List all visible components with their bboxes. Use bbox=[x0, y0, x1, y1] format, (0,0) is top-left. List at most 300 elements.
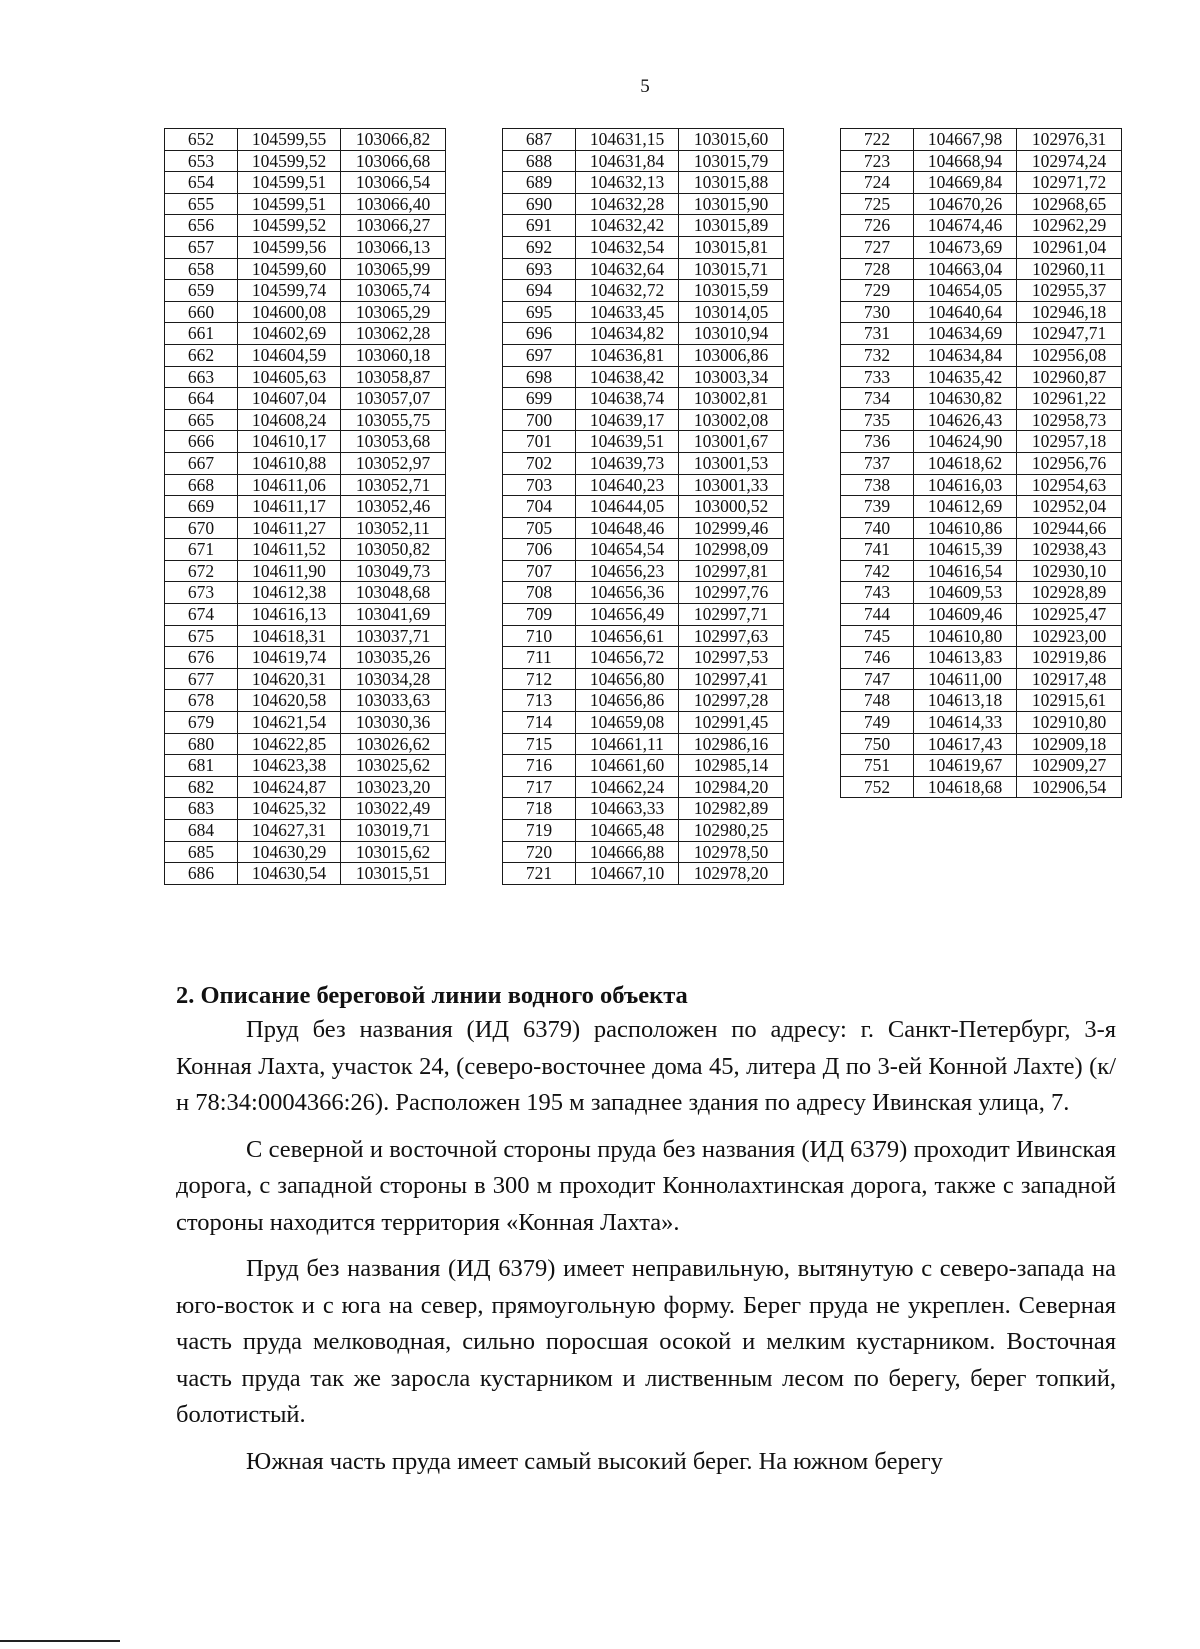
table-row bbox=[503, 172, 784, 194]
point-number-cell: 733 bbox=[841, 366, 914, 388]
table-row bbox=[165, 539, 446, 561]
x-coordinate-cell: 104639,51 bbox=[576, 431, 679, 453]
point-number-cell: 734 bbox=[841, 388, 914, 410]
point-number-cell: 682 bbox=[165, 776, 238, 798]
x-coordinate-cell: 104656,49 bbox=[576, 604, 679, 626]
x-coordinate-cell: 104616,54 bbox=[914, 560, 1017, 582]
y-coordinate-cell: 102978,20 bbox=[679, 863, 784, 885]
point-number-cell: 658 bbox=[165, 258, 238, 280]
point-number-cell: 663 bbox=[165, 366, 238, 388]
x-coordinate-cell: 104617,43 bbox=[914, 733, 1017, 755]
x-coordinate-cell: 104599,52 bbox=[238, 150, 341, 172]
point-number-cell: 654 bbox=[165, 172, 238, 194]
x-coordinate-cell: 104618,68 bbox=[914, 776, 1017, 798]
point-number-cell: 694 bbox=[503, 280, 576, 302]
y-coordinate-cell: 103025,62 bbox=[341, 755, 446, 777]
x-coordinate-cell: 104599,56 bbox=[238, 236, 341, 258]
x-coordinate-cell: 104599,51 bbox=[238, 172, 341, 194]
point-number-cell: 727 bbox=[841, 236, 914, 258]
point-number-cell: 679 bbox=[165, 712, 238, 734]
x-coordinate-cell: 104618,31 bbox=[238, 625, 341, 647]
point-number-cell: 653 bbox=[165, 150, 238, 172]
table-row bbox=[503, 409, 784, 431]
table-row bbox=[503, 129, 784, 151]
x-coordinate-cell: 104638,42 bbox=[576, 366, 679, 388]
y-coordinate-cell: 103066,54 bbox=[341, 172, 446, 194]
x-coordinate-cell: 104599,51 bbox=[238, 193, 341, 215]
y-coordinate-cell: 103006,86 bbox=[679, 344, 784, 366]
x-coordinate-cell: 104607,04 bbox=[238, 388, 341, 410]
y-coordinate-cell: 103052,11 bbox=[341, 517, 446, 539]
x-coordinate-cell: 104640,23 bbox=[576, 474, 679, 496]
point-number-cell: 684 bbox=[165, 820, 238, 842]
x-coordinate-cell: 104612,69 bbox=[914, 496, 1017, 518]
point-number-cell: 676 bbox=[165, 647, 238, 669]
x-coordinate-cell: 104611,06 bbox=[238, 474, 341, 496]
x-coordinate-cell: 104615,39 bbox=[914, 539, 1017, 561]
x-coordinate-cell: 104625,32 bbox=[238, 798, 341, 820]
x-coordinate-cell: 104614,33 bbox=[914, 712, 1017, 734]
y-coordinate-cell: 103015,89 bbox=[679, 215, 784, 237]
x-coordinate-cell: 104636,81 bbox=[576, 344, 679, 366]
x-coordinate-cell: 104599,52 bbox=[238, 215, 341, 237]
shoreline-description-section bbox=[176, 980, 1116, 1480]
table-row bbox=[841, 301, 1122, 323]
table-row bbox=[503, 776, 784, 798]
table-row bbox=[165, 323, 446, 345]
table-row bbox=[165, 668, 446, 690]
y-coordinate-cell: 103014,05 bbox=[679, 301, 784, 323]
x-coordinate-cell: 104611,17 bbox=[238, 496, 341, 518]
table-row bbox=[503, 604, 784, 626]
y-coordinate-cell: 103057,07 bbox=[341, 388, 446, 410]
point-number-cell: 747 bbox=[841, 668, 914, 690]
x-coordinate-cell: 104635,42 bbox=[914, 366, 1017, 388]
y-coordinate-cell: 102997,41 bbox=[679, 668, 784, 690]
table-row bbox=[841, 733, 1122, 755]
point-number-cell: 659 bbox=[165, 280, 238, 302]
x-coordinate-cell: 104667,10 bbox=[576, 863, 679, 885]
y-coordinate-cell: 103015,59 bbox=[679, 280, 784, 302]
coordinates-table-3 bbox=[840, 128, 1122, 798]
table-row bbox=[841, 690, 1122, 712]
y-coordinate-cell: 102968,65 bbox=[1017, 193, 1122, 215]
x-coordinate-cell: 104631,15 bbox=[576, 129, 679, 151]
table-row bbox=[503, 539, 784, 561]
x-coordinate-cell: 104632,54 bbox=[576, 236, 679, 258]
table-row bbox=[841, 625, 1122, 647]
table-row bbox=[165, 625, 446, 647]
table-row bbox=[841, 258, 1122, 280]
y-coordinate-cell: 103066,13 bbox=[341, 236, 446, 258]
point-number-cell: 716 bbox=[503, 755, 576, 777]
x-coordinate-cell: 104610,86 bbox=[914, 517, 1017, 539]
x-coordinate-cell: 104640,64 bbox=[914, 301, 1017, 323]
point-number-cell: 667 bbox=[165, 452, 238, 474]
table-row bbox=[503, 431, 784, 453]
point-number-cell: 669 bbox=[165, 496, 238, 518]
table-row bbox=[165, 193, 446, 215]
footer-rule bbox=[0, 1640, 120, 1642]
point-number-cell: 686 bbox=[165, 863, 238, 885]
y-coordinate-cell: 103052,97 bbox=[341, 452, 446, 474]
table-row bbox=[165, 474, 446, 496]
paragraph-south-shore: Южная часть пруда имеет самый высокий берег. На южном берегу bbox=[246, 1447, 943, 1475]
y-coordinate-cell: 102906,54 bbox=[1017, 776, 1122, 798]
x-coordinate-cell: 104631,84 bbox=[576, 150, 679, 172]
table-row bbox=[165, 517, 446, 539]
point-number-cell: 750 bbox=[841, 733, 914, 755]
x-coordinate-cell: 104609,46 bbox=[914, 604, 1017, 626]
y-coordinate-cell: 103015,62 bbox=[341, 841, 446, 863]
point-number-cell: 732 bbox=[841, 344, 914, 366]
table-row bbox=[165, 863, 446, 885]
table-row bbox=[165, 388, 446, 410]
table-row bbox=[165, 690, 446, 712]
y-coordinate-cell: 103065,99 bbox=[341, 258, 446, 280]
x-coordinate-cell: 104644,05 bbox=[576, 496, 679, 518]
table-row bbox=[503, 193, 784, 215]
y-coordinate-cell: 102946,18 bbox=[1017, 301, 1122, 323]
table-row bbox=[165, 712, 446, 734]
point-number-cell: 742 bbox=[841, 560, 914, 582]
point-number-cell: 744 bbox=[841, 604, 914, 626]
y-coordinate-cell: 103015,79 bbox=[679, 150, 784, 172]
point-number-cell: 728 bbox=[841, 258, 914, 280]
table-row bbox=[165, 733, 446, 755]
page-number: 5 bbox=[640, 76, 650, 97]
y-coordinate-cell: 103048,68 bbox=[341, 582, 446, 604]
x-coordinate-cell: 104619,74 bbox=[238, 647, 341, 669]
table-row bbox=[503, 625, 784, 647]
point-number-cell: 708 bbox=[503, 582, 576, 604]
x-coordinate-cell: 104656,36 bbox=[576, 582, 679, 604]
x-coordinate-cell: 104626,43 bbox=[914, 409, 1017, 431]
point-number-cell: 751 bbox=[841, 755, 914, 777]
table-row bbox=[165, 496, 446, 518]
x-coordinate-cell: 104630,54 bbox=[238, 863, 341, 885]
x-coordinate-cell: 104648,46 bbox=[576, 517, 679, 539]
y-coordinate-cell: 103060,18 bbox=[341, 344, 446, 366]
table-row bbox=[841, 604, 1122, 626]
point-number-cell: 703 bbox=[503, 474, 576, 496]
point-number-cell: 704 bbox=[503, 496, 576, 518]
y-coordinate-cell: 103002,81 bbox=[679, 388, 784, 410]
table-row bbox=[841, 431, 1122, 453]
point-number-cell: 710 bbox=[503, 625, 576, 647]
table-row bbox=[841, 452, 1122, 474]
y-coordinate-cell: 103065,74 bbox=[341, 280, 446, 302]
point-number-cell: 735 bbox=[841, 409, 914, 431]
point-number-cell: 731 bbox=[841, 323, 914, 345]
y-coordinate-cell: 102997,63 bbox=[679, 625, 784, 647]
x-coordinate-cell: 104659,08 bbox=[576, 712, 679, 734]
point-number-cell: 705 bbox=[503, 517, 576, 539]
point-number-cell: 677 bbox=[165, 668, 238, 690]
table-row bbox=[503, 841, 784, 863]
table-row bbox=[165, 647, 446, 669]
y-coordinate-cell: 103034,28 bbox=[341, 668, 446, 690]
table-row bbox=[503, 690, 784, 712]
x-coordinate-cell: 104661,60 bbox=[576, 755, 679, 777]
y-coordinate-cell: 103000,52 bbox=[679, 496, 784, 518]
y-coordinate-cell: 103015,71 bbox=[679, 258, 784, 280]
point-number-cell: 693 bbox=[503, 258, 576, 280]
y-coordinate-cell: 103052,46 bbox=[341, 496, 446, 518]
y-coordinate-cell: 103055,75 bbox=[341, 409, 446, 431]
y-coordinate-cell: 102958,73 bbox=[1017, 409, 1122, 431]
table-row bbox=[165, 236, 446, 258]
x-coordinate-cell: 104611,52 bbox=[238, 539, 341, 561]
table-row bbox=[503, 712, 784, 734]
y-coordinate-cell: 103010,94 bbox=[679, 323, 784, 345]
x-coordinate-cell: 104616,03 bbox=[914, 474, 1017, 496]
y-coordinate-cell: 102919,86 bbox=[1017, 647, 1122, 669]
point-number-cell: 672 bbox=[165, 560, 238, 582]
y-coordinate-cell: 102960,11 bbox=[1017, 258, 1122, 280]
x-coordinate-cell: 104610,17 bbox=[238, 431, 341, 453]
y-coordinate-cell: 103019,71 bbox=[341, 820, 446, 842]
point-number-cell: 720 bbox=[503, 841, 576, 863]
y-coordinate-cell: 102962,29 bbox=[1017, 215, 1122, 237]
point-number-cell: 698 bbox=[503, 366, 576, 388]
table-row bbox=[165, 776, 446, 798]
y-coordinate-cell: 102991,45 bbox=[679, 712, 784, 734]
point-number-cell: 743 bbox=[841, 582, 914, 604]
y-coordinate-cell: 103049,73 bbox=[341, 560, 446, 582]
x-coordinate-cell: 104621,54 bbox=[238, 712, 341, 734]
table-row bbox=[503, 863, 784, 885]
point-number-cell: 678 bbox=[165, 690, 238, 712]
table-row bbox=[503, 301, 784, 323]
x-coordinate-cell: 104620,58 bbox=[238, 690, 341, 712]
point-number-cell: 719 bbox=[503, 820, 576, 842]
y-coordinate-cell: 102997,76 bbox=[679, 582, 784, 604]
y-coordinate-cell: 102998,09 bbox=[679, 539, 784, 561]
x-coordinate-cell: 104611,27 bbox=[238, 517, 341, 539]
table-row bbox=[165, 560, 446, 582]
y-coordinate-cell: 102956,76 bbox=[1017, 452, 1122, 474]
paragraph-shape: Пруд без названия (ИД 6379) имеет неправильную, вытянутую с северо-запада на юго-восток и с юга на север, прямоугольную форму. Берег пруда не укреплен. Северная часть пруда мелководная, сильно поросшая осокой и мелким кустарником. Восточная часть пруда так же заросла кустарником и лиственным лесом по берегу, берег топкий, болотистый. bbox=[176, 1255, 1116, 1428]
table-row bbox=[165, 409, 446, 431]
coordinates-table-2 bbox=[502, 128, 784, 885]
table-row bbox=[503, 215, 784, 237]
x-coordinate-cell: 104604,59 bbox=[238, 344, 341, 366]
x-coordinate-cell: 104622,85 bbox=[238, 733, 341, 755]
point-number-cell: 664 bbox=[165, 388, 238, 410]
point-number-cell: 696 bbox=[503, 323, 576, 345]
y-coordinate-cell: 102986,16 bbox=[679, 733, 784, 755]
point-number-cell: 670 bbox=[165, 517, 238, 539]
section-heading: 2. Описание береговой линии водного объекта bbox=[176, 982, 688, 1009]
x-coordinate-cell: 104654,05 bbox=[914, 280, 1017, 302]
y-coordinate-cell: 102999,46 bbox=[679, 517, 784, 539]
x-coordinate-cell: 104612,38 bbox=[238, 582, 341, 604]
x-coordinate-cell: 104609,53 bbox=[914, 582, 1017, 604]
y-coordinate-cell: 102984,20 bbox=[679, 776, 784, 798]
table-row bbox=[841, 366, 1122, 388]
y-coordinate-cell: 102923,00 bbox=[1017, 625, 1122, 647]
table-row bbox=[841, 388, 1122, 410]
y-coordinate-cell: 103015,88 bbox=[679, 172, 784, 194]
y-coordinate-cell: 103065,29 bbox=[341, 301, 446, 323]
y-coordinate-cell: 102952,04 bbox=[1017, 496, 1122, 518]
table-row bbox=[841, 344, 1122, 366]
table-row bbox=[165, 280, 446, 302]
point-number-cell: 690 bbox=[503, 193, 576, 215]
y-coordinate-cell: 103023,20 bbox=[341, 776, 446, 798]
y-coordinate-cell: 102928,89 bbox=[1017, 582, 1122, 604]
y-coordinate-cell: 103033,63 bbox=[341, 690, 446, 712]
y-coordinate-cell: 103022,49 bbox=[341, 798, 446, 820]
x-coordinate-cell: 104667,98 bbox=[914, 129, 1017, 151]
y-coordinate-cell: 103066,82 bbox=[341, 129, 446, 151]
point-number-cell: 707 bbox=[503, 560, 576, 582]
table-row bbox=[503, 582, 784, 604]
y-coordinate-cell: 103066,40 bbox=[341, 193, 446, 215]
table-row bbox=[165, 431, 446, 453]
table-row bbox=[165, 366, 446, 388]
y-coordinate-cell: 103035,26 bbox=[341, 647, 446, 669]
point-number-cell: 717 bbox=[503, 776, 576, 798]
point-number-cell: 695 bbox=[503, 301, 576, 323]
x-coordinate-cell: 104599,74 bbox=[238, 280, 341, 302]
table-row bbox=[841, 755, 1122, 777]
table-row bbox=[841, 712, 1122, 734]
point-number-cell: 722 bbox=[841, 129, 914, 151]
table-row bbox=[165, 820, 446, 842]
table-row bbox=[841, 582, 1122, 604]
y-coordinate-cell: 103001,67 bbox=[679, 431, 784, 453]
point-number-cell: 723 bbox=[841, 150, 914, 172]
table-row bbox=[841, 496, 1122, 518]
table-row bbox=[165, 150, 446, 172]
table-row bbox=[841, 215, 1122, 237]
x-coordinate-cell: 104656,86 bbox=[576, 690, 679, 712]
y-coordinate-cell: 103058,87 bbox=[341, 366, 446, 388]
point-number-cell: 737 bbox=[841, 452, 914, 474]
point-number-cell: 692 bbox=[503, 236, 576, 258]
x-coordinate-cell: 104602,69 bbox=[238, 323, 341, 345]
point-number-cell: 665 bbox=[165, 409, 238, 431]
table-row bbox=[165, 258, 446, 280]
y-coordinate-cell: 103050,82 bbox=[341, 539, 446, 561]
y-coordinate-cell: 102976,31 bbox=[1017, 129, 1122, 151]
table-row bbox=[841, 647, 1122, 669]
x-coordinate-cell: 104656,61 bbox=[576, 625, 679, 647]
x-coordinate-cell: 104632,42 bbox=[576, 215, 679, 237]
point-number-cell: 697 bbox=[503, 344, 576, 366]
table-row bbox=[165, 798, 446, 820]
table-row bbox=[841, 150, 1122, 172]
x-coordinate-cell: 104661,11 bbox=[576, 733, 679, 755]
y-coordinate-cell: 102997,28 bbox=[679, 690, 784, 712]
point-number-cell: 689 bbox=[503, 172, 576, 194]
table-row bbox=[503, 452, 784, 474]
x-coordinate-cell: 104608,24 bbox=[238, 409, 341, 431]
y-coordinate-cell: 102925,47 bbox=[1017, 604, 1122, 626]
table-row bbox=[503, 755, 784, 777]
table-row bbox=[841, 560, 1122, 582]
point-number-cell: 711 bbox=[503, 647, 576, 669]
table-row bbox=[165, 841, 446, 863]
table-row bbox=[503, 496, 784, 518]
x-coordinate-cell: 104674,46 bbox=[914, 215, 1017, 237]
point-number-cell: 725 bbox=[841, 193, 914, 215]
table-row bbox=[841, 236, 1122, 258]
y-coordinate-cell: 102909,27 bbox=[1017, 755, 1122, 777]
table-row bbox=[841, 129, 1122, 151]
point-number-cell: 706 bbox=[503, 539, 576, 561]
y-coordinate-cell: 102938,43 bbox=[1017, 539, 1122, 561]
y-coordinate-cell: 102954,63 bbox=[1017, 474, 1122, 496]
point-number-cell: 721 bbox=[503, 863, 576, 885]
point-number-cell: 673 bbox=[165, 582, 238, 604]
y-coordinate-cell: 102910,80 bbox=[1017, 712, 1122, 734]
y-coordinate-cell: 103001,53 bbox=[679, 452, 784, 474]
x-coordinate-cell: 104634,69 bbox=[914, 323, 1017, 345]
point-number-cell: 671 bbox=[165, 539, 238, 561]
table-row bbox=[165, 172, 446, 194]
point-number-cell: 715 bbox=[503, 733, 576, 755]
y-coordinate-cell: 102957,18 bbox=[1017, 431, 1122, 453]
y-coordinate-cell: 102980,25 bbox=[679, 820, 784, 842]
x-coordinate-cell: 104599,55 bbox=[238, 129, 341, 151]
point-number-cell: 683 bbox=[165, 798, 238, 820]
table-row bbox=[165, 129, 446, 151]
point-number-cell: 713 bbox=[503, 690, 576, 712]
point-number-cell: 729 bbox=[841, 280, 914, 302]
point-number-cell: 746 bbox=[841, 647, 914, 669]
y-coordinate-cell: 102978,50 bbox=[679, 841, 784, 863]
point-number-cell: 739 bbox=[841, 496, 914, 518]
point-number-cell: 685 bbox=[165, 841, 238, 863]
x-coordinate-cell: 104630,29 bbox=[238, 841, 341, 863]
y-coordinate-cell: 102917,48 bbox=[1017, 668, 1122, 690]
paragraph-roads: С северной и восточной стороны пруда без названия (ИД 6379) проходит Ивинская дорога, с западной стороны в 300 м проходит Коннолахтинская дорога, также с западной стороны находится территория «Конная Лахта». bbox=[176, 1135, 1116, 1236]
y-coordinate-cell: 102982,89 bbox=[679, 798, 784, 820]
point-number-cell: 726 bbox=[841, 215, 914, 237]
x-coordinate-cell: 104620,31 bbox=[238, 668, 341, 690]
y-coordinate-cell: 102915,61 bbox=[1017, 690, 1122, 712]
x-coordinate-cell: 104668,94 bbox=[914, 150, 1017, 172]
x-coordinate-cell: 104634,84 bbox=[914, 344, 1017, 366]
y-coordinate-cell: 103015,90 bbox=[679, 193, 784, 215]
x-coordinate-cell: 104639,73 bbox=[576, 452, 679, 474]
table-row bbox=[503, 150, 784, 172]
table-row bbox=[503, 366, 784, 388]
point-number-cell: 740 bbox=[841, 517, 914, 539]
x-coordinate-cell: 104610,80 bbox=[914, 625, 1017, 647]
x-coordinate-cell: 104663,33 bbox=[576, 798, 679, 820]
x-coordinate-cell: 104663,04 bbox=[914, 258, 1017, 280]
point-number-cell: 662 bbox=[165, 344, 238, 366]
point-number-cell: 718 bbox=[503, 798, 576, 820]
table-row bbox=[841, 409, 1122, 431]
y-coordinate-cell: 102971,72 bbox=[1017, 172, 1122, 194]
x-coordinate-cell: 104624,90 bbox=[914, 431, 1017, 453]
point-number-cell: 709 bbox=[503, 604, 576, 626]
x-coordinate-cell: 104624,87 bbox=[238, 776, 341, 798]
x-coordinate-cell: 104654,54 bbox=[576, 539, 679, 561]
table-row bbox=[503, 236, 784, 258]
x-coordinate-cell: 104630,82 bbox=[914, 388, 1017, 410]
point-number-cell: 657 bbox=[165, 236, 238, 258]
y-coordinate-cell: 102956,08 bbox=[1017, 344, 1122, 366]
y-coordinate-cell: 102997,53 bbox=[679, 647, 784, 669]
x-coordinate-cell: 104673,69 bbox=[914, 236, 1017, 258]
point-number-cell: 701 bbox=[503, 431, 576, 453]
